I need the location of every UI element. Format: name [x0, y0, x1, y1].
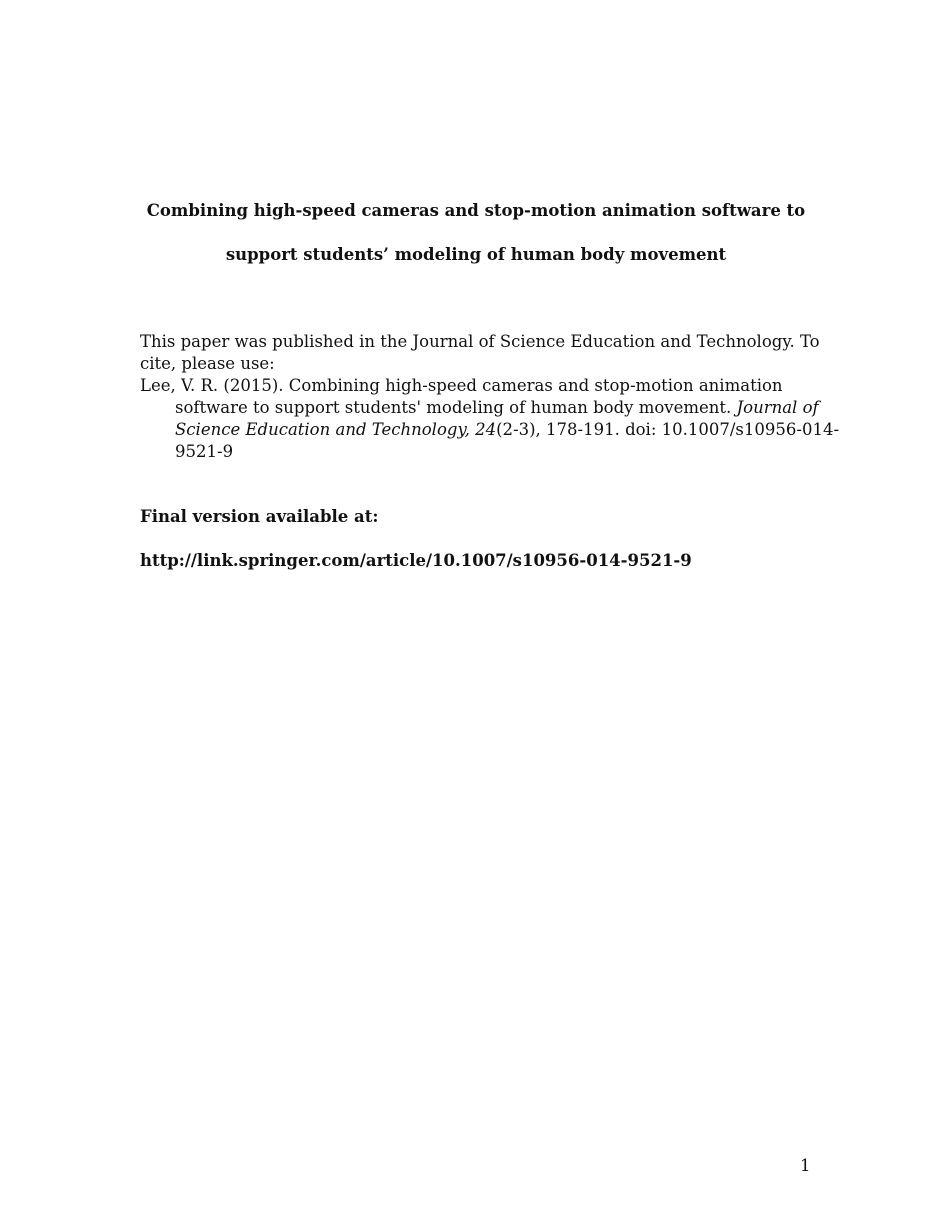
citation-line-3 [140, 419, 840, 441]
citation-block [140, 375, 840, 463]
publication-notice: This paper was published in the Journal of Science Education and Technology. To cite, please use: [140, 332, 820, 373]
paper-title-line-2: support students’ modeling of human body movement [225, 245, 727, 264]
citation-line-1: Lee, V. R. (2015). Combining high-speed cameras and stop-motion animation [140, 376, 783, 395]
paper-title-line-1: Combining high-speed cameras and stop-motion animation software to [146, 201, 806, 220]
citation-journal-name-part-1: Journal of [736, 398, 819, 417]
citation-journal-name-part-2: Science Education and Technology, 24 [175, 420, 497, 439]
final-version-link[interactable]: http://link.springer.com/article/10.1007/s10956-014-9521-9 [140, 551, 692, 570]
final-version-label: Final version available at: [140, 507, 379, 526]
citation-line-2 [140, 397, 820, 419]
citation-line-2-text: software to support students' modeling of human body movement. [175, 398, 737, 417]
page-number: 1 [800, 1156, 811, 1175]
citation-line-3-text: (2-3), 178-191. doi: 10.1007/s10956-014- [496, 420, 840, 439]
citation-line-4: 9521-9 [175, 442, 234, 461]
